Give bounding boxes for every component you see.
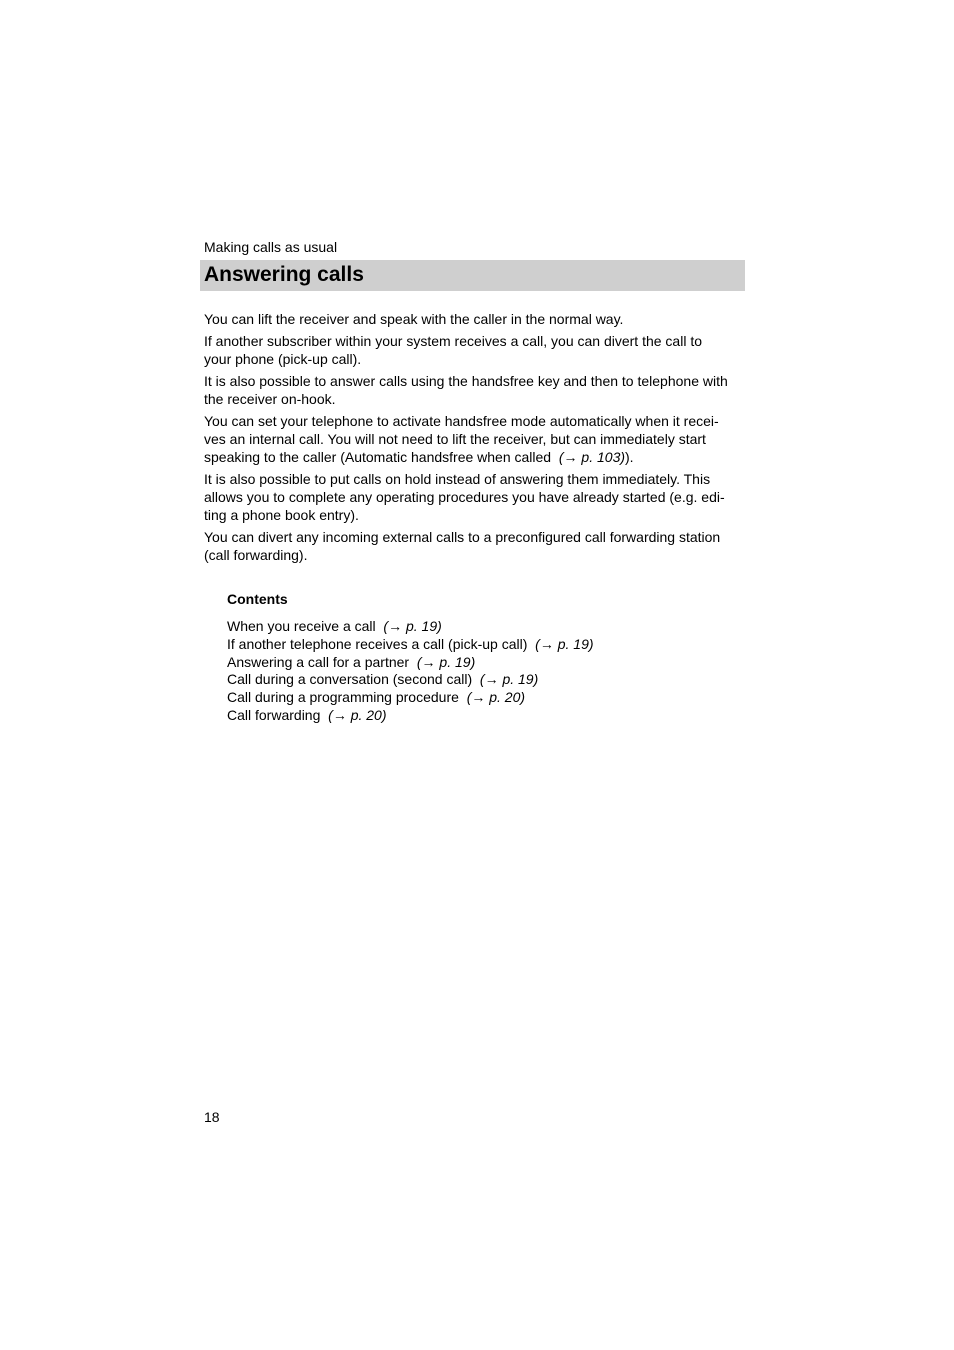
page-reference-link[interactable]: (→ p. 19): [416, 653, 476, 670]
text-line: your phone (pick-up call).: [204, 351, 362, 367]
paragraph: [204, 412, 749, 466]
text-fragment: ).: [625, 449, 634, 465]
text-fragment: speaking to the caller (Automatic handsfree when called: [204, 449, 552, 465]
text-line: If another subscriber within your system receives a call, you can divert the call to: [204, 333, 702, 349]
page-reference-link[interactable]: (→ p. 103): [558, 449, 626, 465]
text-line: the receiver on-hook.: [204, 391, 336, 407]
contents-heading: Contents: [227, 591, 288, 607]
text-line: allows you to complete any operating procedures you have already started (e.g. edi-: [204, 489, 725, 505]
paragraph: [204, 470, 749, 524]
paragraph: [204, 372, 749, 408]
contents-item[interactable]: [227, 670, 727, 688]
contents-item-label: Call during a programming procedure: [227, 689, 459, 706]
contents-item[interactable]: [227, 688, 727, 706]
section-title-bar: [200, 260, 745, 291]
page-title: Answering calls: [204, 263, 364, 286]
page-reference-link[interactable]: (→ p. 19): [383, 618, 442, 634]
contents-list: [227, 617, 727, 724]
contents-item[interactable]: [227, 635, 727, 653]
text-line: It is also possible to answer calls using the handsfree key and then to telephone with: [204, 373, 728, 389]
text-line: You can lift the receiver and speak with the caller in the normal way.: [204, 311, 624, 327]
contents-item-label: When you receive a call: [227, 618, 376, 634]
page-reference-link[interactable]: (→ p. 20): [466, 689, 526, 706]
text-line: You can divert any incoming external calls to a preconfigured call forwarding station: [204, 529, 721, 545]
running-head: Making calls as usual: [204, 239, 338, 255]
contents-item[interactable]: [227, 653, 727, 671]
text-line: ves an internal call. You will not need to lift the receiver, but can immediately start: [204, 431, 706, 447]
contents-item-label: Call during a conversation (second call): [227, 671, 473, 688]
text-line: It is also possible to put calls on hold instead of answering them immediately. This: [204, 471, 711, 487]
paragraph: [204, 332, 749, 368]
contents-item-label: If another telephone receives a call (pick-up call): [227, 635, 528, 652]
paragraph: [204, 528, 749, 564]
text-line-with-reference: [204, 448, 749, 466]
page-reference-link[interactable]: (→ p. 20): [328, 706, 387, 723]
page-reference-link[interactable]: (→ p. 19): [535, 635, 594, 652]
contents-section: [227, 590, 727, 724]
contents-item-label: Answering a call for a partner: [227, 653, 410, 670]
text-line: (call forwarding).: [204, 547, 308, 563]
page-number: 18: [204, 1109, 220, 1125]
text-line: You can set your telephone to activate handsfree mode automatically when it recei-: [204, 413, 719, 429]
paragraph: [204, 310, 749, 328]
text-line: ting a phone book entry).: [204, 507, 359, 523]
page-reference-link[interactable]: (→ p. 19): [479, 671, 539, 688]
contents-item[interactable]: [227, 706, 727, 724]
contents-item[interactable]: [227, 617, 727, 635]
contents-item-label: Call forwarding: [227, 706, 321, 723]
body-text: [204, 310, 749, 568]
